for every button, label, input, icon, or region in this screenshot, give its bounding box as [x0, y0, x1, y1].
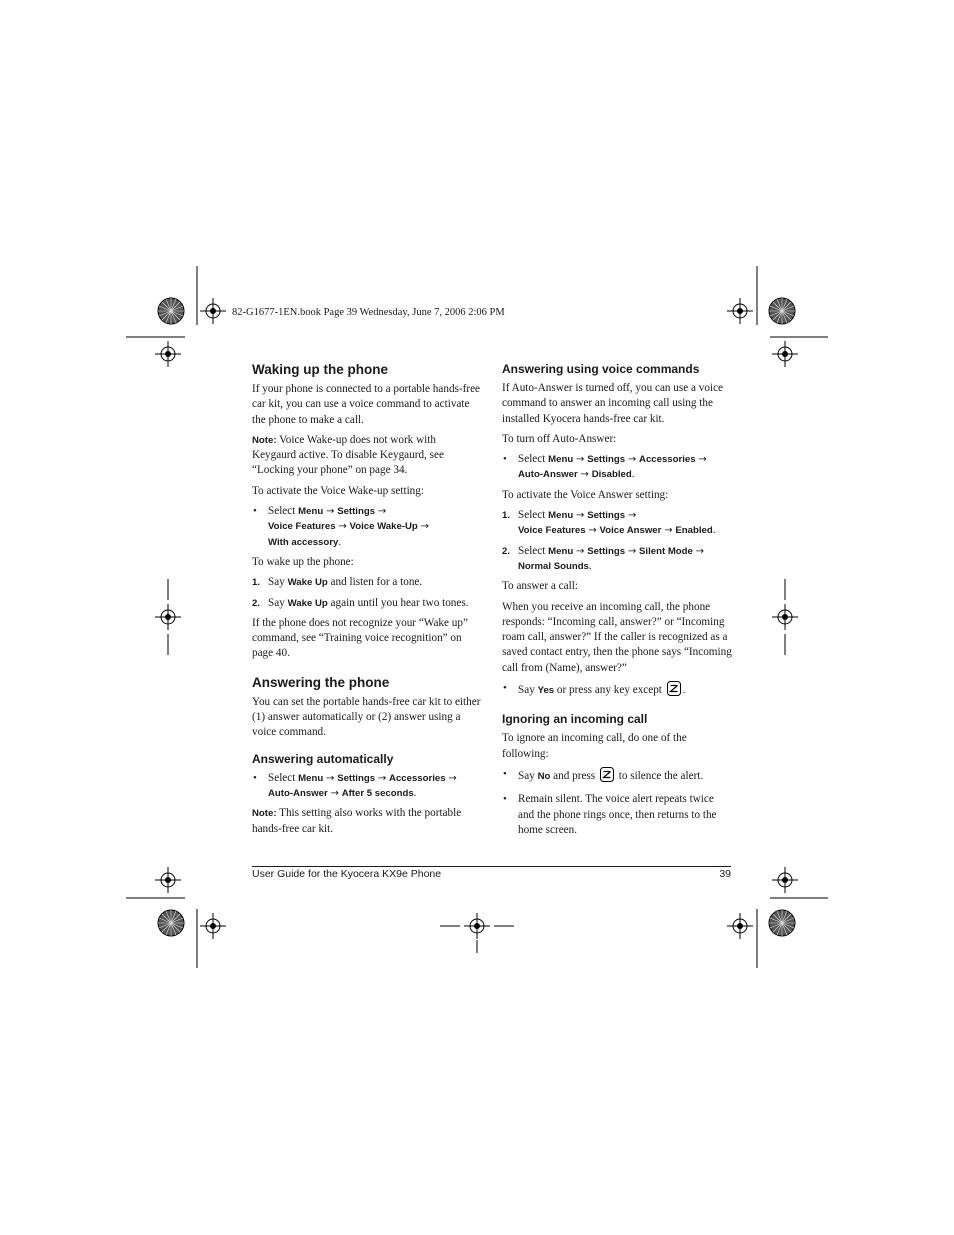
step-verb: Say — [268, 596, 285, 609]
waking-intro: If your phone is connected to a portable hands-free car kit, you can use a voice command to activate the phone to make a call. — [252, 383, 481, 426]
punct: . — [588, 559, 592, 572]
wake-lead: To wake up the phone: — [252, 555, 354, 568]
step-text: again until you hear two tones. — [330, 596, 469, 609]
step-number: 1. — [502, 510, 511, 522]
punct: . — [712, 524, 716, 537]
arrow-icon: → — [330, 787, 339, 799]
menu-path-item: Menu — [298, 772, 324, 784]
menu-path-item: Voice Features — [518, 525, 586, 537]
step-verb: Say — [518, 769, 535, 782]
list-item — [502, 681, 732, 701]
step-text: and listen for a tone. — [330, 576, 423, 589]
end-key-icon — [667, 681, 681, 701]
step-text: to silence the alert. — [618, 769, 704, 782]
arrow-icon: → — [627, 545, 637, 557]
list-item — [252, 596, 482, 611]
bullet-icon: • — [503, 453, 507, 466]
step-verb: Say — [268, 576, 285, 589]
bullet-icon: • — [253, 771, 257, 784]
list-item — [252, 771, 482, 802]
answer-call-lead: To answer a call: — [502, 580, 578, 593]
arrow-icon: → — [576, 454, 585, 466]
section-title-answering: Answering the phone — [252, 674, 390, 690]
voice-command: No — [537, 770, 551, 782]
menu-path-item: Menu — [548, 545, 574, 557]
arrow-icon: → — [338, 521, 347, 533]
menu-path-item: Settings — [587, 454, 626, 466]
note-label: Note: — [252, 434, 277, 446]
punct: . — [631, 468, 635, 481]
step-verb: Select — [518, 453, 546, 466]
left-column — [252, 361, 482, 842]
answering-intro: You can set the portable hands-free car kit to either (1) answer automatically or (2) answer using a voice command. — [252, 695, 481, 739]
menu-path-item: Settings — [337, 772, 376, 784]
menu-path-item: Voice Answer — [599, 525, 662, 537]
list-item — [252, 504, 482, 550]
turn-off-lead: To turn off Auto-Answer: — [502, 432, 617, 445]
footer-title: User Guide for the Kyocera KX9e Phone — [252, 868, 442, 880]
menu-path-item: With accessory — [268, 536, 339, 548]
list-item — [502, 508, 732, 539]
menu-path-item: Menu — [298, 506, 324, 518]
step-verb: Select — [518, 509, 546, 522]
menu-path-item: Menu — [548, 510, 574, 522]
menu-path-item: Disabled — [591, 469, 632, 481]
step-verb: Select — [518, 544, 546, 557]
punct: . — [682, 684, 686, 697]
menu-path-item: Accessories — [389, 772, 446, 784]
voice-command: Yes — [537, 685, 555, 697]
bullet-icon: • — [503, 767, 507, 780]
arrow-icon: → — [326, 772, 335, 784]
right-column — [502, 361, 732, 843]
step-text: Remain silent. The voice alert repeats twice and the phone rings once, then returns to the home screen. — [518, 793, 717, 836]
section-title-waking: Waking up the phone — [252, 362, 388, 377]
list-item — [502, 792, 732, 838]
section-title-ignoring: Ignoring an incoming call — [502, 712, 648, 727]
bullet-icon: • — [253, 505, 257, 518]
step-number: 1. — [252, 577, 261, 589]
menu-path-item: Enabled — [675, 525, 713, 537]
step-number: 2. — [252, 597, 261, 609]
activate-wakeup-lead: To activate the Voice Wake-up setting: — [252, 484, 424, 497]
subsection-title-auto: Answering automatically — [252, 751, 394, 766]
menu-path-item: Menu — [548, 454, 574, 466]
bullet-icon: • — [503, 793, 507, 806]
arrow-icon: → — [448, 772, 457, 784]
menu-path-item: Accessories — [639, 454, 696, 466]
list-item — [502, 767, 732, 787]
menu-path-item: Voice Features — [268, 521, 336, 533]
step-verb: Say — [518, 684, 535, 697]
step-text: or press any key except — [556, 684, 662, 697]
arrow-icon: → — [576, 510, 585, 522]
voice-command: Wake Up — [287, 577, 328, 589]
page-number: 39 — [719, 868, 731, 880]
menu-path-item: Settings — [337, 506, 376, 518]
arrow-icon: → — [664, 525, 673, 537]
arrow-icon: → — [588, 525, 597, 537]
arrow-icon: → — [627, 454, 637, 466]
activate-voice-answer-lead: To activate the Voice Answer setting: — [502, 488, 669, 501]
menu-path-item: Normal Sounds — [518, 560, 589, 572]
menu-path-item: Voice Wake-Up — [349, 521, 418, 533]
arrow-icon: → — [377, 506, 387, 518]
arrow-icon: → — [580, 469, 589, 481]
menu-path-item: Auto-Answer — [518, 469, 578, 481]
arrow-icon: → — [627, 510, 637, 522]
footer-rule — [252, 866, 731, 867]
arrow-icon: → — [326, 506, 335, 518]
menu-path-item: Silent Mode — [639, 545, 693, 557]
step-verb: Select — [268, 505, 296, 518]
ignoring-intro: To ignore an incoming call, do one of the following: — [502, 732, 687, 760]
step-text: and press — [553, 769, 596, 782]
step-number: 2. — [502, 545, 511, 557]
punct: . — [413, 786, 417, 799]
arrow-icon: → — [377, 772, 387, 784]
note-label: Note: — [252, 808, 277, 820]
not-recognize-text: If the phone does not recognize your “Wake up” command, see “Training voice recognition” on page 40. — [252, 616, 468, 660]
note-text: Voice Wake-up does not work with Keygaurd active. To disable Keygaurd, see “Locking your phone” on page 34. — [252, 433, 444, 477]
receive-call-text: When you receive an incoming call, the phone responds: “Incoming call, answer?” or “Incoming roam call, answer?” If the caller is recognized as a saved contact entry, then the phone says “Incoming call from (Name), answer?” — [502, 600, 732, 674]
list-item — [502, 544, 732, 575]
voice-command: Wake Up — [287, 597, 328, 609]
list-item — [502, 452, 732, 483]
print-header: 82-G1677-1EN.book Page 39 Wednesday, June 7, 2006 2:06 PM — [232, 307, 505, 318]
note-text: This setting also works with the portable hands-free car kit. — [252, 807, 462, 835]
bullet-icon: • — [503, 682, 507, 695]
arrow-icon: → — [420, 521, 429, 533]
arrow-icon: → — [695, 545, 705, 557]
arrow-icon: → — [698, 454, 707, 466]
menu-path-item: Settings — [587, 545, 626, 557]
step-verb: Select — [268, 771, 296, 784]
menu-path-item: Settings — [587, 510, 626, 522]
arrow-icon: → — [576, 545, 585, 557]
auto-note — [252, 806, 482, 837]
waking-note — [252, 433, 482, 479]
punct: . — [338, 535, 342, 548]
menu-path-item: Auto-Answer — [268, 787, 328, 799]
end-key-icon — [600, 767, 614, 787]
menu-path-item: After 5 seconds — [341, 787, 414, 799]
voice-commands-intro: If Auto-Answer is turned off, you can use a voice command to answer an incoming call using the installed Kyocera hands-free car kit. — [502, 382, 723, 425]
list-item — [252, 575, 482, 590]
section-title-voice-commands: Answering using voice commands — [502, 362, 700, 376]
